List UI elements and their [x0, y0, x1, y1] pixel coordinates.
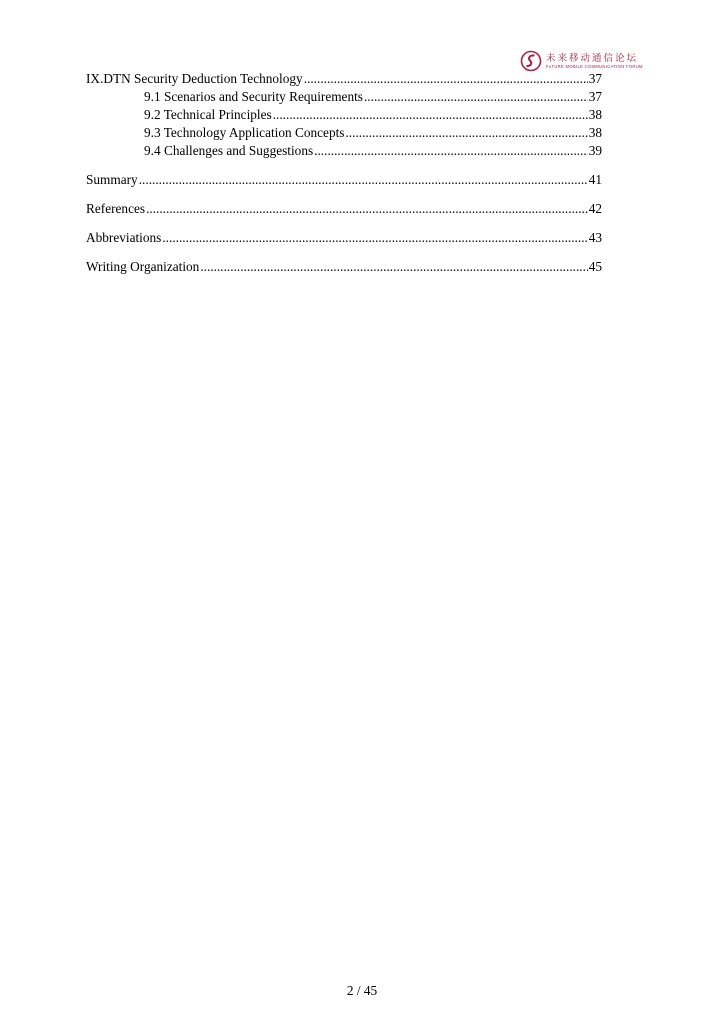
- toc-leader-dots: [200, 258, 587, 275]
- toc-entry-9-3[interactable]: [144, 124, 602, 141]
- toc-leader-dots: [364, 88, 588, 105]
- toc-entry-writing-organization[interactable]: [86, 258, 602, 275]
- toc-entry-dtn-security[interactable]: [86, 70, 602, 87]
- toc-leader-dots: [146, 200, 588, 217]
- toc-leader-dots: [162, 229, 587, 246]
- toc-entry-9-4[interactable]: [144, 142, 602, 159]
- toc-leader-dots: [139, 171, 588, 188]
- toc-entry-page: 37: [588, 89, 602, 104]
- toc-entry-page: 45: [588, 259, 602, 274]
- toc-entry-title: Summary: [86, 172, 138, 187]
- toc-entry-title: IX.DTN Security Deduction Technology: [86, 71, 303, 86]
- toc-entry-page: 41: [588, 172, 602, 187]
- toc-entry-page: 37: [588, 71, 602, 86]
- toc-leader-dots: [273, 106, 588, 123]
- toc-leader-dots: [345, 124, 587, 141]
- toc-entry-references[interactable]: [86, 200, 602, 217]
- toc-entry-9-2[interactable]: [144, 106, 602, 123]
- forum-logo-icon: [520, 50, 542, 72]
- toc-leader-dots: [314, 142, 588, 159]
- toc-entry-page: 43: [588, 230, 602, 245]
- toc-entry-9-1[interactable]: [144, 88, 602, 105]
- toc-entry-page: 39: [588, 143, 602, 158]
- toc-leader-dots: [304, 70, 588, 87]
- toc-entry-title: References: [86, 201, 146, 216]
- toc-entry-title: 9.3 Technology Application Concepts: [144, 125, 345, 140]
- toc-entry-page: 38: [588, 125, 602, 140]
- toc-entry-title: Writing Organization: [86, 259, 200, 274]
- toc-entry-title: 9.4 Challenges and Suggestions: [144, 143, 314, 158]
- toc-entry-page: 42: [588, 201, 602, 216]
- forum-logo: [520, 50, 643, 72]
- toc-entry-abbreviations[interactable]: [86, 229, 602, 246]
- toc-entry-title: 9.1 Scenarios and Security Requirements: [144, 89, 363, 104]
- toc-entry-page: 38: [588, 107, 602, 122]
- toc-entry-title: 9.2 Technical Principles: [144, 107, 272, 122]
- logo-english-text: FuTURE MOBILE COMMUNICATION FORUM: [546, 63, 643, 69]
- toc-entry-summary[interactable]: [86, 171, 602, 188]
- page-number: 2 / 45: [346, 983, 378, 998]
- toc-entry-title: Abbreviations: [86, 230, 162, 245]
- logo-chinese-text: 未来移动通信论坛: [546, 52, 639, 64]
